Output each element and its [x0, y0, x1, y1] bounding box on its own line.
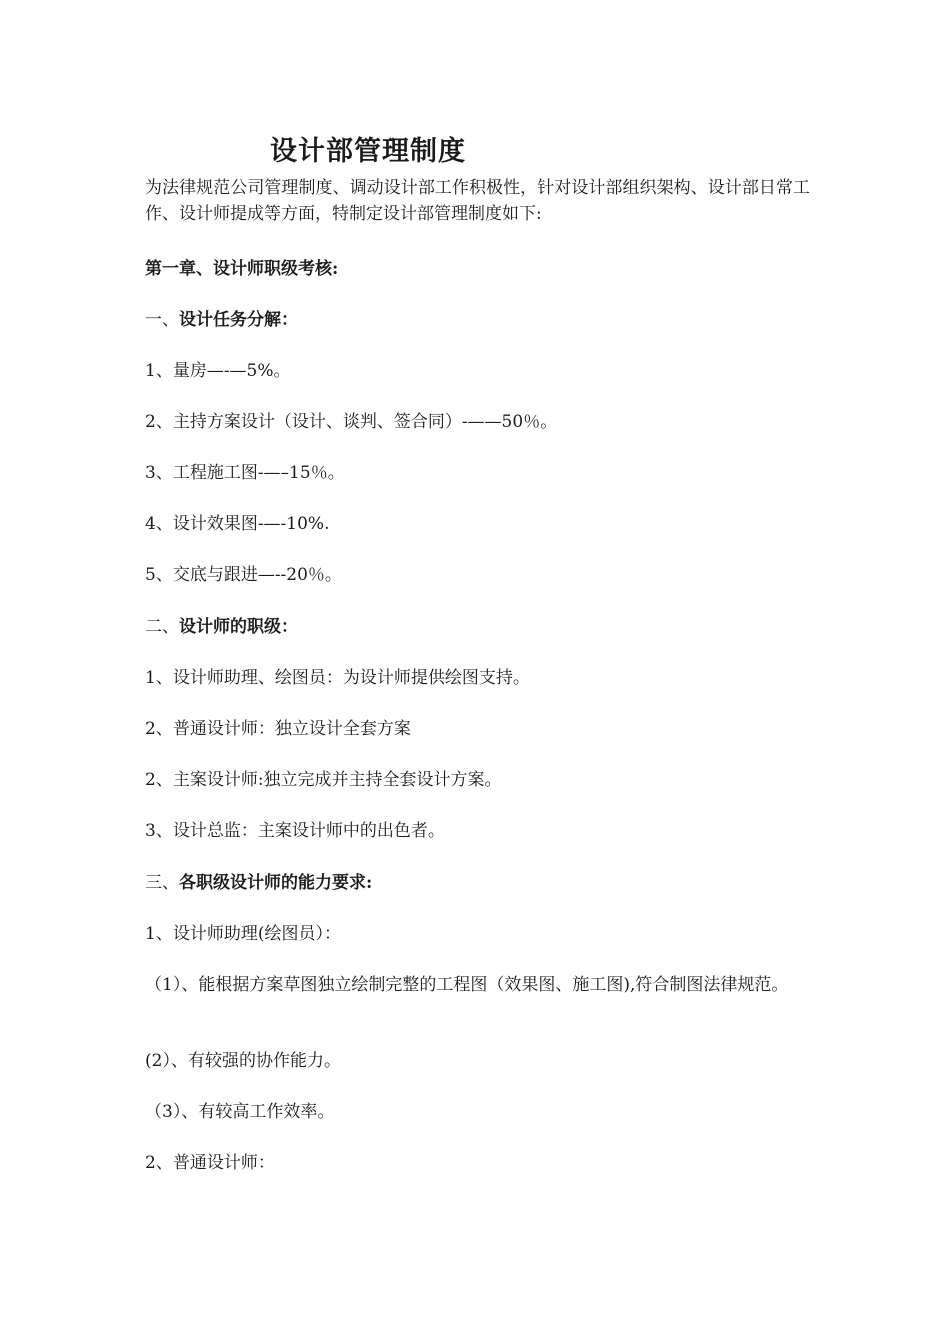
- section-title: 设计师的职级：: [179, 617, 298, 637]
- sub-heading: 1、设计师助理(绘图员）：: [145, 924, 341, 944]
- list-item: 2、普通设计师：独立设计全套方案: [145, 719, 411, 739]
- section-title: 各职级设计师的能力要求:: [179, 873, 373, 893]
- chapter-heading: 第一章、设计师职级考核:: [145, 259, 339, 279]
- list-item: 2、主持方案设计（设计、谈判、签合同）-——50％。: [145, 412, 558, 432]
- list-item: 1、量房—-—5%。: [145, 361, 291, 381]
- sub-heading: 2、普通设计师：: [145, 1153, 275, 1173]
- list-item: （3）、有较高工作效率。: [145, 1102, 335, 1122]
- section-heading: [145, 614, 298, 640]
- list-item: 3、设计总监：主案设计师中的出色者。: [145, 821, 445, 841]
- list-item: 1、设计师助理、绘图员：为设计师提供绘图支持。: [145, 668, 530, 688]
- list-item: 4、设计效果图-—-10%.: [145, 514, 330, 534]
- section-heading-text: [145, 617, 298, 637]
- list-item: 3、工程施工图-—–15％。: [145, 463, 345, 483]
- section-number: 一、: [145, 310, 179, 330]
- section-number: 二、: [145, 617, 179, 637]
- intro-paragraph: 为法律规范公司管理制度、调动设计部工作积极性，针对设计部组织架构、设计部日常工作、设计师提成等方面，特制定设计部管理制度如下:: [145, 178, 810, 224]
- document-title: 设计部管理制度: [270, 136, 466, 167]
- list-item: (2）、有较强的协作能力。: [145, 1051, 341, 1071]
- list-item: 5、交底与跟进—--20％。: [145, 565, 342, 585]
- section-heading-text: [145, 873, 372, 893]
- section-heading: [145, 870, 372, 896]
- section-title: 设计任务分解：: [179, 310, 298, 330]
- section-number: 三、: [145, 873, 179, 893]
- section-heading: [145, 307, 298, 333]
- section-heading-text: [145, 310, 298, 330]
- list-item: （1）、能根据方案草图独立绘制完整的工程图（效果图、施工图),符合制图法律规范。: [145, 975, 789, 995]
- list-item: 2、主案设计师:独立完成并主持全套设计方案。: [145, 770, 502, 790]
